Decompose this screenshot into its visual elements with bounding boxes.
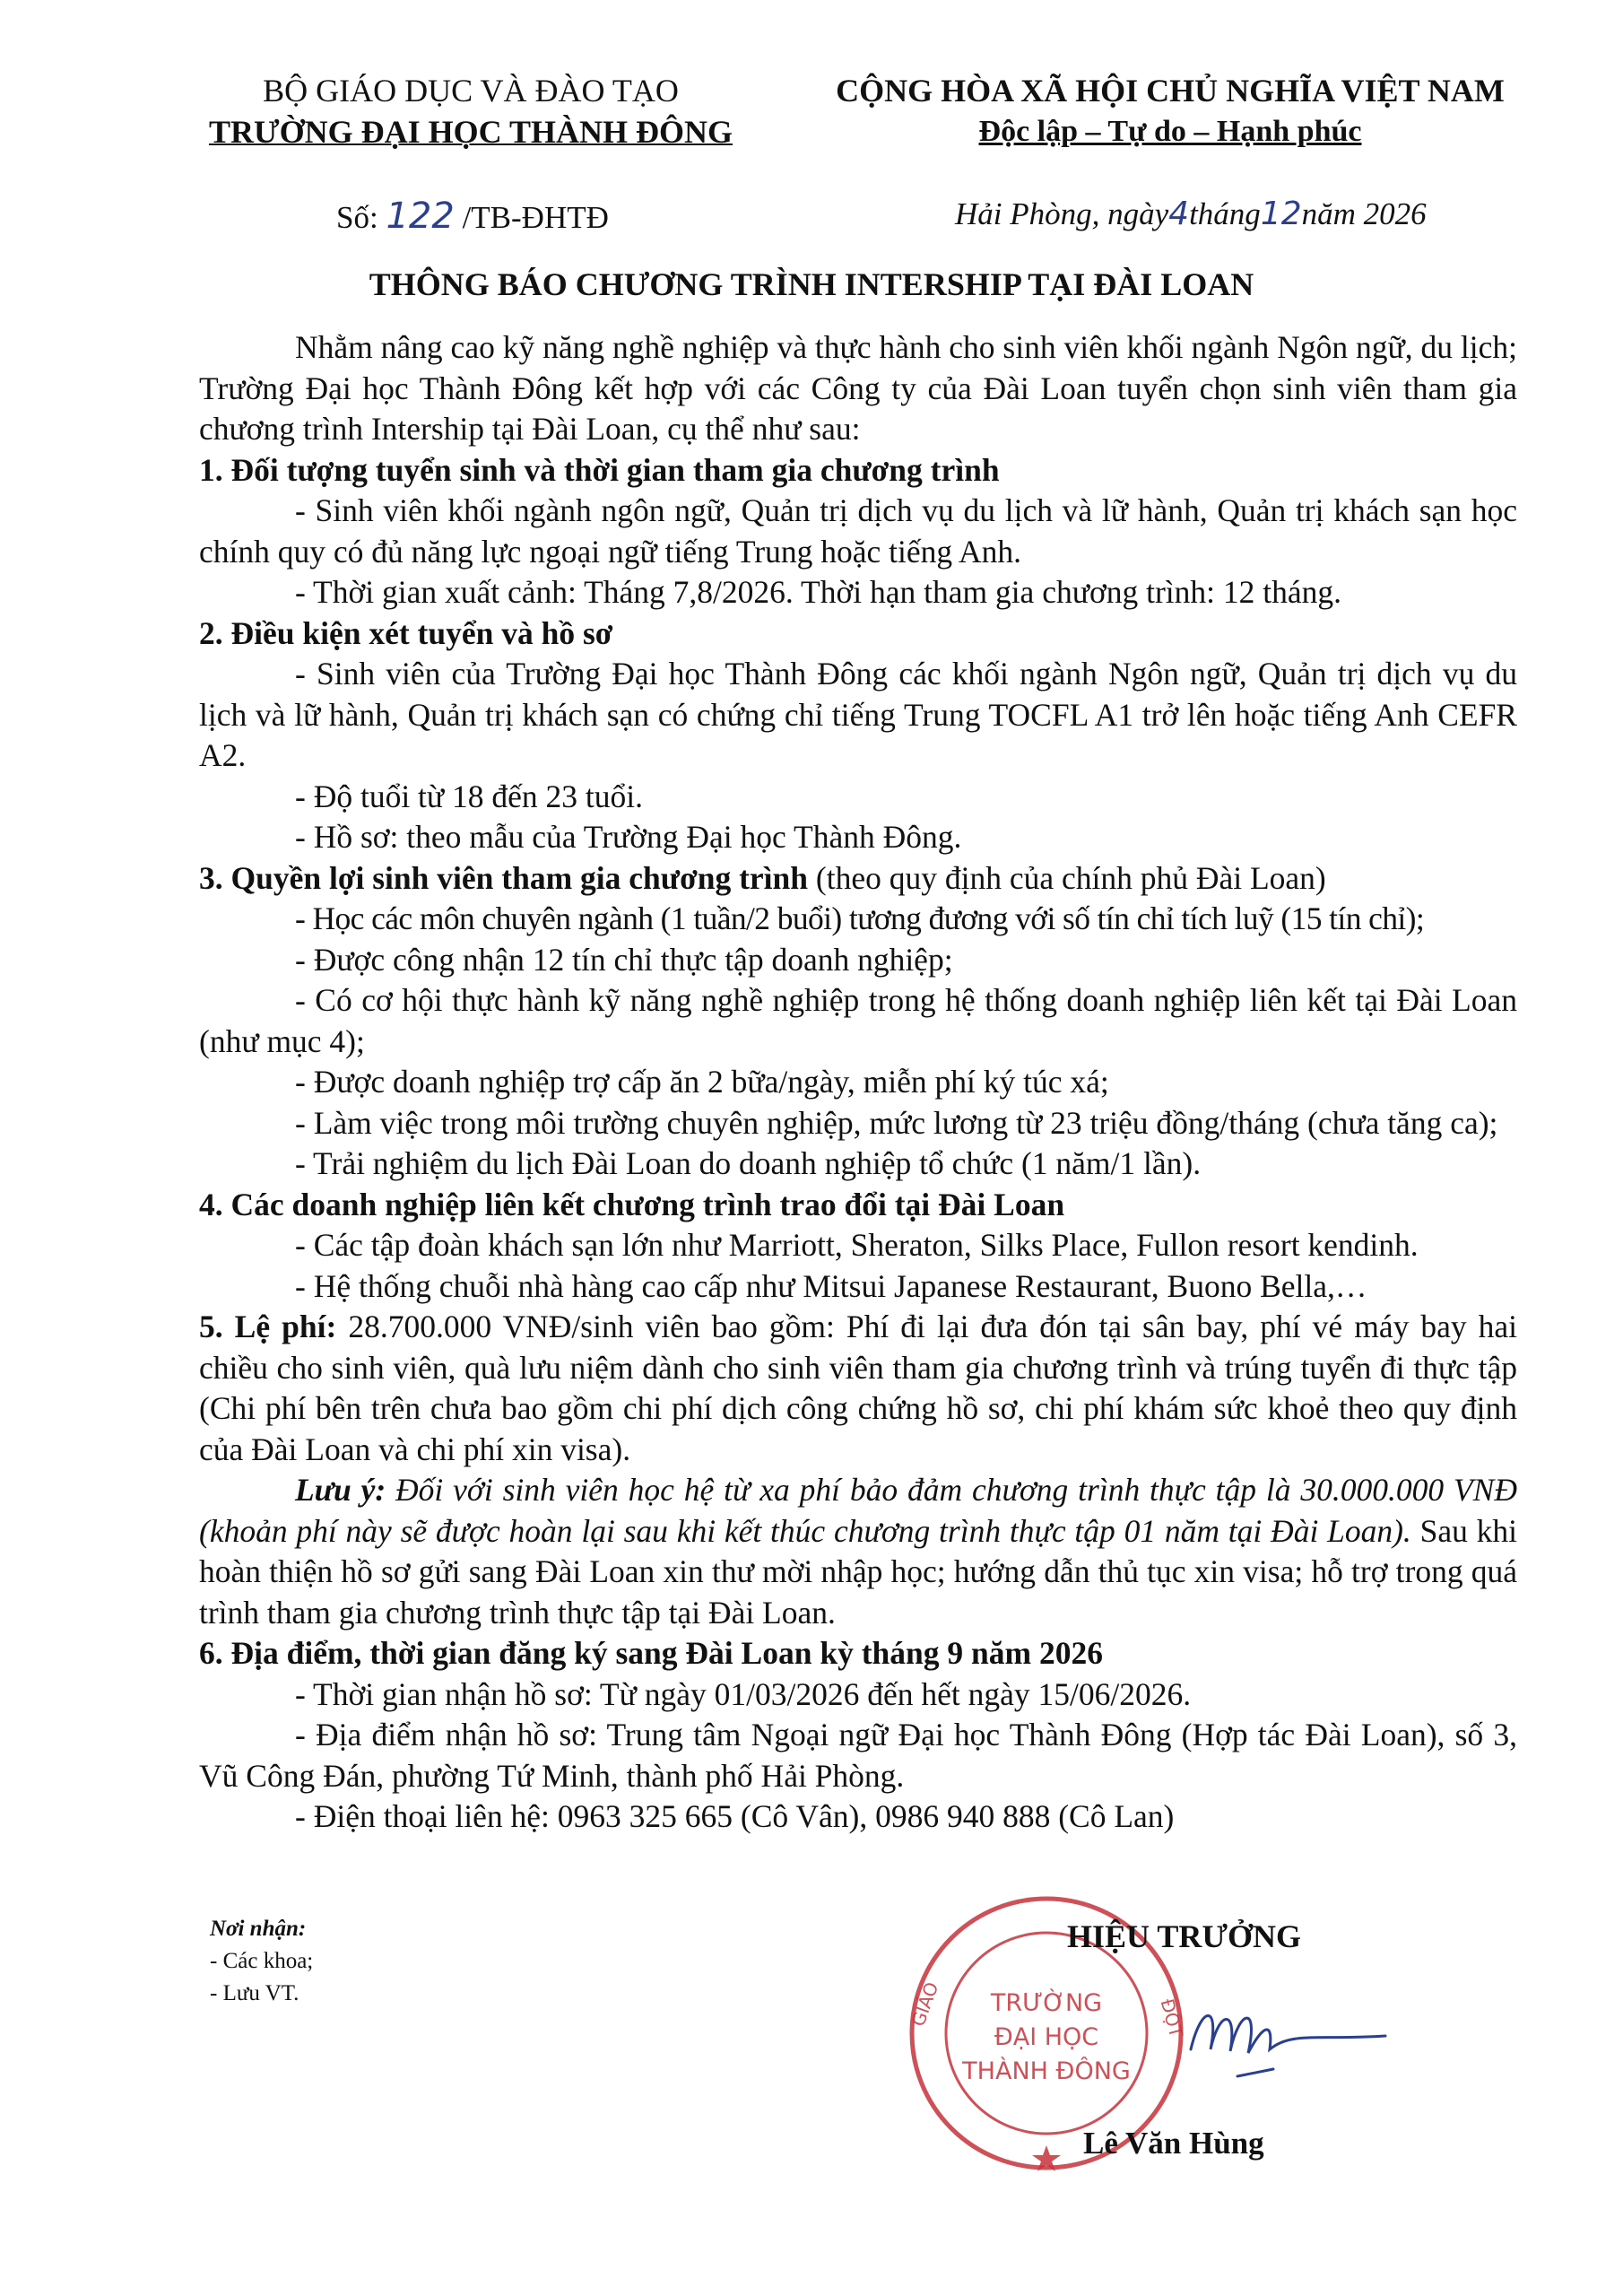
university-name: TRƯỜNG ĐẠI HỌC THÀNH ĐÔNG xyxy=(208,114,733,150)
seal-ring-left: GIÁO xyxy=(907,1979,943,2030)
ministry-name: BỘ GIÁO DỤC VÀ ĐÀO TẠO xyxy=(263,73,679,109)
s6-item: - Điện thoại liên hệ: 0963 325 665 (Cô Vân), 0986 940 888 (Cô Lan) xyxy=(295,1798,1175,1834)
date-place: Hải Phòng, ngày xyxy=(955,196,1169,231)
s1-item: - Thời gian xuất cảnh: Tháng 7,8/2026. Thời hạn tham gia chương trình: 12 tháng. xyxy=(295,574,1341,610)
s3-item: - Học các môn chuyên ngành (1 tuần/2 buổi) tương đương với số tín chỉ tích luỹ (15 tín chỉ); xyxy=(295,900,1425,936)
s3-item: - Được công nhận 12 tín chỉ thực tập doanh nghiệp; xyxy=(295,941,953,978)
date-day-handwritten: 4 xyxy=(1168,196,1190,232)
header-right xyxy=(767,70,1574,152)
section-5-note xyxy=(199,1470,1517,1633)
issue-date xyxy=(955,196,1427,232)
nation-name: CỘNG HÒA XÃ HỘI CHỦ NGHĨA VIỆT NAM xyxy=(836,73,1505,109)
section-1-heading: 1. Đối tượng tuyển sinh và thời gian tham gia chương trình xyxy=(199,451,1000,488)
s2-item: - Hồ sơ: theo mẫu của Trường Đại học Thành Đông. xyxy=(295,819,962,855)
national-motto: Độc lập – Tự do – Hạnh phúc xyxy=(978,115,1362,148)
recipients-title: Nơi nhận: xyxy=(210,1917,307,1941)
seal-line-3: THÀNH ĐÔNG xyxy=(962,2057,1131,2085)
signer-title: HIỆU TRƯỞNG xyxy=(1067,1918,1302,1954)
intro-paragraph: Nhằm nâng cao kỹ năng nghề nghiệp và thực hành cho sinh viên khối ngành Ngôn ngữ, du lịch; Trường Đại học Thành Đông kết hợp với các Công ty của Đài Loan tuyển chọn sinh viên tham gia chương trình Intership tại Đài Loan, cụ thể như sau: xyxy=(199,329,1517,447)
s6-item: - Địa điểm nhận hồ sơ: Trung tâm Ngoại ngữ Đại học Thành Đông (Hợp tác Đài Loan), số 3, Vũ Công Đán, phường Tứ Minh, thành phố Hải Phòng. xyxy=(199,1717,1517,1794)
handwritten-signature xyxy=(1184,1987,1390,2085)
section-6-heading: 6. Địa điểm, thời gian đăng ký sang Đài Loan kỳ tháng 9 năm 2026 xyxy=(199,1635,1103,1671)
section-3-heading-line xyxy=(199,858,1517,900)
recipient-item: - Các khoa; xyxy=(210,1949,314,1973)
s2-item: - Sinh viên của Trường Đại học Thành Đông các khối ngành Ngôn ngữ, Quản trị dịch vụ du lịch và lữ hành, Quản trị khách sạn có chứng chỉ tiếng Trung TOCFL A1 trở lên hoặc tiếng Anh CEFR A2. xyxy=(199,656,1517,773)
note-italic-text: Đối với sinh viên học hệ từ xa phí bảo đảm chương trình thực tập là 30.000.000 VNĐ (khoản phí này sẽ được hoàn lại sau khi kết thúc chương trình thực tập 01 năm tại Đài Loan). xyxy=(199,1472,1517,1549)
date-month-label: tháng xyxy=(1189,196,1261,231)
signer-name: Lê Văn Hùng xyxy=(1083,2126,1264,2161)
s3-item: - Có cơ hội thực hành kỹ năng nghề nghiệp trong hệ thống doanh nghiệp liên kết tại Đài Loan (như mục 4); xyxy=(199,982,1517,1059)
section-3-heading: 3. Quyền lợi sinh viên tham gia chương trình xyxy=(199,859,809,896)
document-number xyxy=(336,196,609,237)
seal-line-1: TRƯỜNG xyxy=(990,1989,1103,2017)
section-4-heading: 4. Các doanh nghiệp liên kết chương trình trao đổi tại Đài Loan xyxy=(199,1186,1065,1222)
note-label: Lưu ý: xyxy=(295,1472,386,1508)
s3-item: - Trải nghiệm du lịch Đài Loan do doanh nghiệp tổ chức (1 năm/1 lần). xyxy=(295,1145,1202,1181)
docno-prefix: Số: xyxy=(336,200,386,235)
section-5-heading: 5. Lệ phí: xyxy=(199,1309,337,1344)
seal-ring-right: ĐỘT xyxy=(1156,1996,1187,2040)
section-3-note: (theo quy định của chính phủ Đài Loan) xyxy=(808,859,1326,896)
section-2-heading: 2. Điều kiện xét tuyển và hồ sơ xyxy=(199,614,613,651)
s4-item: - Hệ thống chuỗi nhà hàng cao cấp như Mitsui Japanese Restaurant, Buono Bella,… xyxy=(295,1267,1367,1304)
docno-suffix: /TB-ĐHTĐ xyxy=(454,200,609,235)
seal-line-2: ĐẠI HỌC xyxy=(994,2023,1099,2051)
section-5-paragraph xyxy=(199,1307,1517,1470)
s6-item: - Thời gian nhận hồ sơ: Từ ngày 01/03/2026 đến hết ngày 15/06/2026. xyxy=(295,1675,1192,1712)
date-month-handwritten: 12 xyxy=(1260,196,1302,232)
docno-handwritten: 122 xyxy=(386,196,455,237)
date-year: năm 2026 xyxy=(1301,196,1427,231)
s1-item: - Sinh viên khối ngành ngôn ngữ, Quản trị dịch vụ du lịch và lữ hành, Quản trị khách sạn học chính quy có đủ năng lực ngoại ngữ tiếng Trung hoặc tiếng Anh. xyxy=(199,492,1517,570)
section-5-text: 28.700.000 VNĐ/sinh viên bao gồm: Phí đi lại đưa đón tại sân bay, phí vé máy bay hai chiều cho sinh viên, quà lưu niệm dành cho sinh viên tham gia chương trình và trúng tuyển đi thực tập (Chi phí bên trên chưa bao gồm chi phí dịch công chứng hồ sơ, chi phí khám sức khoẻ theo quy định của Đài Loan và chi phí xin visa). xyxy=(199,1309,1518,1467)
s2-item: - Độ tuổi từ 18 đến 23 tuổi. xyxy=(295,778,644,814)
s3-item: - Được doanh nghiệp trợ cấp ăn 2 bữa/ngày, miễn phí ký túc xá; xyxy=(295,1064,1109,1100)
note-plain-text: Sau khi hoàn thiện hồ sơ gửi sang Đài Loan xin thư mời nhập học; hướng dẫn thủ tục xin visa; hỗ trợ trong quá trình tham gia chương trình thực tập tại Đài Loan. xyxy=(199,1512,1517,1631)
document-title: THÔNG BÁO CHƯƠNG TRÌNH INTERSHIP TẠI ĐÀI LOAN xyxy=(369,266,1254,302)
s4-item: - Các tập đoàn khách sạn lớn như Marriott, Sheraton, Silks Place, Fullon resort kendinh. xyxy=(295,1227,1419,1263)
document-body xyxy=(199,327,1517,1838)
s3-item: - Làm việc trong môi trường chuyên nghiệp, mức lương từ 23 triệu đồng/tháng (chưa tăng ca); xyxy=(295,1104,1498,1141)
header-left xyxy=(157,70,785,152)
recipients-block xyxy=(210,1913,313,2010)
recipient-item: - Lưu VT. xyxy=(210,1981,299,2005)
